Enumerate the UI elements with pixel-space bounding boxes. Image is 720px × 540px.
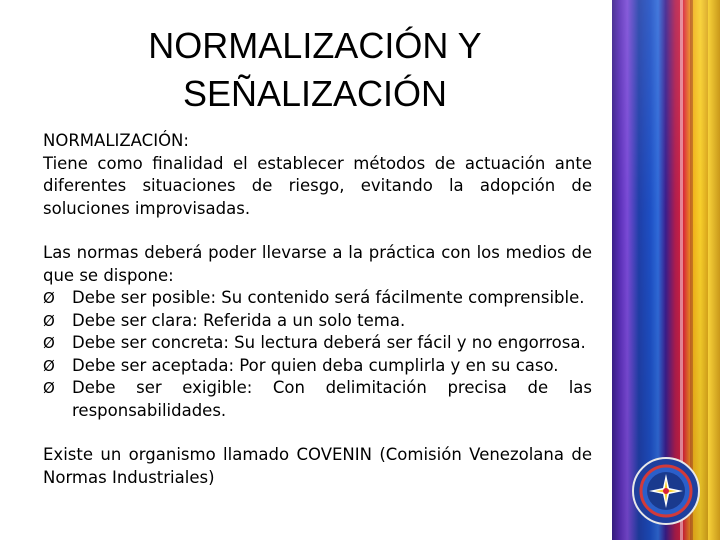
arrow-bullet-icon: Ø <box>43 289 55 307</box>
section-heading: NORMALIZACIÓN: <box>43 131 189 150</box>
list-item-text: Debe ser concreta: Su lectura deberá ser fácil y no engorrosa. <box>72 333 586 352</box>
arrow-bullet-icon: Ø <box>43 356 55 375</box>
list-item-text: Debe ser aceptada: Por quien deba cumplirla y en su caso. <box>72 355 559 375</box>
arrow-bullet-icon: Ø <box>43 379 55 397</box>
university-seal-icon <box>631 456 701 526</box>
paragraph-covenin: Existe un organismo llamado COVENIN (Comisión Venezolana de Normas Industriales) <box>43 445 592 487</box>
list-item <box>43 332 592 355</box>
slide-title <box>40 22 590 118</box>
banner-edge <box>708 0 720 540</box>
title-line: NORMALIZACIÓN Y <box>148 25 482 66</box>
list-item <box>43 355 592 378</box>
arrow-bullet-icon: Ø <box>43 311 55 330</box>
title-line: SEÑALIZACIÓN <box>182 73 448 114</box>
spacer <box>43 422 592 444</box>
body-text <box>43 130 592 489</box>
list-item-text: Debe ser exigible: Con delimitación precisa de las responsabilidades. <box>72 378 592 420</box>
requirements-list <box>43 287 592 422</box>
spacer <box>43 220 592 242</box>
list-item <box>43 377 592 422</box>
list-item <box>43 287 592 310</box>
list-item <box>43 310 592 333</box>
list-item-text: Debe ser clara: Referida a un solo tema. <box>72 310 406 330</box>
paragraph-purpose: Tiene como finalidad el establecer métodos de actuación ante diferentes situaciones de riesgo, evitando la adopción de soluciones improvisadas. <box>43 153 592 218</box>
paragraph-norms: Las normas deberá poder llevarse a la práctica con los medios de que se dispone: <box>43 243 592 285</box>
list-item-text: Debe ser posible: Su contenido será fácilmente comprensible. <box>72 288 585 307</box>
arrow-bullet-icon: Ø <box>43 334 55 352</box>
